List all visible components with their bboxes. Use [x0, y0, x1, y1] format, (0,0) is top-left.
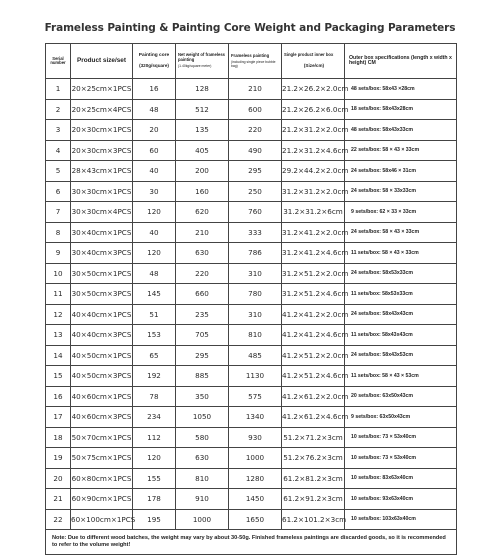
cell-serial: 10	[46, 263, 71, 284]
cell-size: 30×30cm×4PCS	[71, 202, 133, 223]
header-frameless	[229, 44, 282, 79]
cell-core: 48	[133, 263, 176, 284]
cell-core: 178	[133, 489, 176, 510]
cell-size: 40×50cm×1PCS	[71, 345, 133, 366]
table-row	[46, 181, 457, 202]
cell-inner: 21.2×26.2×2.0cm	[282, 79, 345, 100]
cell-serial: 18	[46, 427, 71, 448]
header-inner-title: Single product inner box	[284, 52, 334, 58]
table-row	[46, 120, 457, 141]
cell-net: 135	[176, 120, 229, 141]
header-outer-box: Outer box specifications (length x width x height) CM	[345, 44, 457, 79]
cell-serial: 8	[46, 222, 71, 243]
cell-net: 910	[176, 489, 229, 510]
cell-outer: 24 sets/box: 58x43x43cm	[345, 304, 457, 325]
cell-inner: 31.2×51.2×4.6cm	[282, 284, 345, 305]
cell-size: 20×30cm×3PCS	[71, 140, 133, 161]
cell-frameless: 1130	[229, 366, 282, 387]
cell-frameless: 485	[229, 345, 282, 366]
cell-size: 30×40cm×3PCS	[71, 243, 133, 264]
cell-outer: 10 sets/box: 93x63x40cm	[345, 489, 457, 510]
cell-core: 153	[133, 325, 176, 346]
table-row	[46, 407, 457, 428]
cell-core: 120	[133, 243, 176, 264]
cell-size: 40×60cm×3PCS	[71, 407, 133, 428]
cell-size: 30×50cm×1PCS	[71, 263, 133, 284]
table-row	[46, 489, 457, 510]
cell-size: 50×75cm×1PCS	[71, 448, 133, 469]
cell-outer: 10 sets/box: 73 × 53x40cm	[345, 448, 457, 469]
cell-frameless: 1650	[229, 509, 282, 530]
cell-frameless: 250	[229, 181, 282, 202]
cell-frameless: 760	[229, 202, 282, 223]
cell-core: 16	[133, 79, 176, 100]
cell-serial: 3	[46, 120, 71, 141]
cell-outer: 48 sets/box: 58x43 ×28cm	[345, 79, 457, 100]
cell-size: 20×30cm×1PCS	[71, 120, 133, 141]
cell-net: 200	[176, 161, 229, 182]
cell-size: 20×25cm×4PCS	[71, 99, 133, 120]
table-row	[46, 222, 457, 243]
header-painting-core	[133, 44, 176, 79]
cell-serial: 11	[46, 284, 71, 305]
cell-inner: 61.2×81.2×3cm	[282, 468, 345, 489]
cell-core: 120	[133, 448, 176, 469]
cell-inner: 61.2×91.2×3cm	[282, 489, 345, 510]
header-core-unit: (320g/square)	[139, 63, 169, 69]
cell-outer: 48 sets/box: 58x43x33cm	[345, 120, 457, 141]
table-row	[46, 140, 457, 161]
cell-net: 885	[176, 366, 229, 387]
cell-net: 295	[176, 345, 229, 366]
cell-inner: 41.2×51.2×2.0cm	[282, 345, 345, 366]
cell-inner: 41.2×51.2×4.6cm	[282, 366, 345, 387]
cell-outer: 9 sets/box: 62 × 33 × 33cm	[345, 202, 457, 223]
cell-size: 50×70cm×1PCS	[71, 427, 133, 448]
note-row	[46, 530, 457, 555]
table-row	[46, 284, 457, 305]
cell-size: 60×90cm×1PCS	[71, 489, 133, 510]
cell-outer: 11 sets/box: 58 × 43 × 33cm	[345, 243, 457, 264]
cell-frameless: 210	[229, 79, 282, 100]
cell-inner: 41.2×61.2×4.6cm	[282, 407, 345, 428]
cell-serial: 9	[46, 243, 71, 264]
cell-size: 40×60cm×1PCS	[71, 386, 133, 407]
cell-net: 405	[176, 140, 229, 161]
cell-size: 40×40cm×3PCS	[71, 325, 133, 346]
cell-net: 660	[176, 284, 229, 305]
parameters-table	[45, 43, 457, 555]
cell-frameless: 786	[229, 243, 282, 264]
cell-size: 60×80cm×1PCS	[71, 468, 133, 489]
cell-core: 48	[133, 99, 176, 120]
cell-outer: 10 sets/box: 103x63x40cm	[345, 509, 457, 530]
cell-inner: 31.2×31.2×2.0cm	[282, 181, 345, 202]
table-row	[46, 79, 457, 100]
cell-outer: 24 sets/box: 58x53x33cm	[345, 263, 457, 284]
cell-net: 160	[176, 181, 229, 202]
cell-outer: 24 sets/box: 58 × 33x33cm	[345, 181, 457, 202]
cell-core: 40	[133, 222, 176, 243]
cell-net: 630	[176, 243, 229, 264]
cell-inner: 51.2×76.2×3cm	[282, 448, 345, 469]
cell-serial: 22	[46, 509, 71, 530]
table-row	[46, 304, 457, 325]
table-body	[46, 79, 457, 555]
cell-size: 28×43cm×1PCS	[71, 161, 133, 182]
cell-frameless: 310	[229, 263, 282, 284]
header-serial: Serial number	[46, 44, 71, 79]
cell-net: 220	[176, 263, 229, 284]
cell-frameless: 1340	[229, 407, 282, 428]
cell-net: 128	[176, 79, 229, 100]
cell-core: 120	[133, 202, 176, 223]
cell-outer: 20 sets/box: 63x50x43cm	[345, 386, 457, 407]
cell-inner: 31.2×41.2×2.0cm	[282, 222, 345, 243]
cell-core: 234	[133, 407, 176, 428]
table-row	[46, 509, 457, 530]
cell-net: 512	[176, 99, 229, 120]
header-core-title: Painting core	[138, 53, 170, 59]
cell-core: 60	[133, 140, 176, 161]
table-row	[46, 386, 457, 407]
cell-outer: 22 sets/box: 58 × 43 × 33cm	[345, 140, 457, 161]
table-row	[46, 366, 457, 387]
cell-serial: 1	[46, 79, 71, 100]
cell-outer: 24 sets/box: 58x46 × 31cm	[345, 161, 457, 182]
cell-core: 78	[133, 386, 176, 407]
table-row	[46, 448, 457, 469]
header-frameless-note: (including single piece bubble bag)	[231, 60, 276, 68]
cell-outer: 11 sets/box: 58 × 43 × 53cm	[345, 366, 457, 387]
cell-net: 810	[176, 468, 229, 489]
cell-frameless: 220	[229, 120, 282, 141]
cell-serial: 20	[46, 468, 71, 489]
cell-inner: 31.2×41.2×4.6cm	[282, 243, 345, 264]
table-row	[46, 99, 457, 120]
cell-net: 705	[176, 325, 229, 346]
cell-net: 1000	[176, 509, 229, 530]
table-row	[46, 202, 457, 223]
cell-core: 145	[133, 284, 176, 305]
cell-core: 51	[133, 304, 176, 325]
cell-frameless: 600	[229, 99, 282, 120]
cell-frameless: 1000	[229, 448, 282, 469]
header-inner-unit: (Size/cm)	[303, 62, 325, 68]
cell-net: 235	[176, 304, 229, 325]
cell-size: 30×40cm×1PCS	[71, 222, 133, 243]
cell-serial: 16	[46, 386, 71, 407]
cell-core: 20	[133, 120, 176, 141]
cell-serial: 17	[46, 407, 71, 428]
cell-inner: 31.2×51.2×2.0cm	[282, 263, 345, 284]
cell-serial: 21	[46, 489, 71, 510]
cell-size: 60×100cm×1PCS	[71, 509, 133, 530]
cell-inner: 41.2×41.2×2.0cm	[282, 304, 345, 325]
cell-frameless: 490	[229, 140, 282, 161]
cell-core: 65	[133, 345, 176, 366]
cell-size: 20×25cm×1PCS	[71, 79, 133, 100]
cell-core: 112	[133, 427, 176, 448]
cell-outer: 11 sets/box: 58x43x43cm	[345, 325, 457, 346]
cell-net: 210	[176, 222, 229, 243]
cell-size: 30×50cm×3PCS	[71, 284, 133, 305]
table-row	[46, 325, 457, 346]
header-product-size: Product size/set	[71, 44, 133, 79]
cell-core: 155	[133, 468, 176, 489]
cell-serial: 13	[46, 325, 71, 346]
cell-inner: 61.2×101.2×3cm	[282, 509, 345, 530]
cell-outer: 24 sets/box: 58x43x53cm	[345, 345, 457, 366]
cell-frameless: 1280	[229, 468, 282, 489]
cell-net: 580	[176, 427, 229, 448]
cell-frameless: 810	[229, 325, 282, 346]
table-row	[46, 243, 457, 264]
header-net-unit: (1.40kg/square meter)	[178, 64, 212, 69]
cell-core: 195	[133, 509, 176, 530]
cell-outer: 10 sets/box: 83x63x40cm	[345, 468, 457, 489]
cell-serial: 6	[46, 181, 71, 202]
cell-serial: 7	[46, 202, 71, 223]
cell-frameless: 333	[229, 222, 282, 243]
cell-frameless: 1450	[229, 489, 282, 510]
table-row	[46, 263, 457, 284]
cell-net: 1050	[176, 407, 229, 428]
cell-outer: 9 sets/box: 63x50x43cm	[345, 407, 457, 428]
cell-inner: 21.2×31.2×4.6cm	[282, 140, 345, 161]
cell-frameless: 780	[229, 284, 282, 305]
cell-frameless: 575	[229, 386, 282, 407]
table-row	[46, 345, 457, 366]
cell-inner: 51.2×71.2×3cm	[282, 427, 345, 448]
cell-outer: 10 sets/box: 73 × 53x40cm	[345, 427, 457, 448]
cell-inner: 21.2×26.2×6.0cm	[282, 99, 345, 120]
table-row	[46, 468, 457, 489]
cell-frameless: 310	[229, 304, 282, 325]
cell-serial: 15	[46, 366, 71, 387]
cell-frameless: 295	[229, 161, 282, 182]
cell-outer: 11 sets/box: 58x53x33cm	[345, 284, 457, 305]
cell-inner: 31.2×31.2×6cm	[282, 202, 345, 223]
header-net-weight	[176, 44, 229, 79]
cell-net: 350	[176, 386, 229, 407]
cell-serial: 12	[46, 304, 71, 325]
cell-inner: 29.2×44.2×2.0cm	[282, 161, 345, 182]
header-net-title: Net weight of frameless painting	[178, 52, 226, 62]
cell-net: 620	[176, 202, 229, 223]
cell-serial: 14	[46, 345, 71, 366]
cell-size: 40×40cm×1PCS	[71, 304, 133, 325]
table-row	[46, 161, 457, 182]
cell-inner: 41.2×61.2×2.0cm	[282, 386, 345, 407]
cell-outer: 18 sets/box: 58x43x28cm	[345, 99, 457, 120]
cell-outer: 24 sets/box: 58 × 43 × 33cm	[345, 222, 457, 243]
note-text: Note: Due to different wood batches, the weight may vary by about 30-50g. Finished frameless paintings are discarded goods, so it is recommended to refer to the volume weight!	[46, 530, 457, 555]
cell-serial: 2	[46, 99, 71, 120]
table-row	[46, 427, 457, 448]
cell-inner: 41.2×41.2×4.6cm	[282, 325, 345, 346]
header-inner-box	[282, 44, 345, 79]
cell-net: 630	[176, 448, 229, 469]
cell-size: 30×30cm×1PCS	[71, 181, 133, 202]
cell-serial: 19	[46, 448, 71, 469]
cell-frameless: 930	[229, 427, 282, 448]
cell-core: 192	[133, 366, 176, 387]
header-row	[46, 44, 457, 79]
header-frameless-title: Frameless painting	[231, 52, 270, 58]
cell-serial: 4	[46, 140, 71, 161]
cell-core: 40	[133, 161, 176, 182]
cell-inner: 21.2×31.2×2.0cm	[282, 120, 345, 141]
cell-size: 40×50cm×3PCS	[71, 366, 133, 387]
cell-serial: 5	[46, 161, 71, 182]
cell-core: 30	[133, 181, 176, 202]
page-title: Frameless Painting & Painting Core Weight and Packaging Parameters	[44, 22, 456, 34]
